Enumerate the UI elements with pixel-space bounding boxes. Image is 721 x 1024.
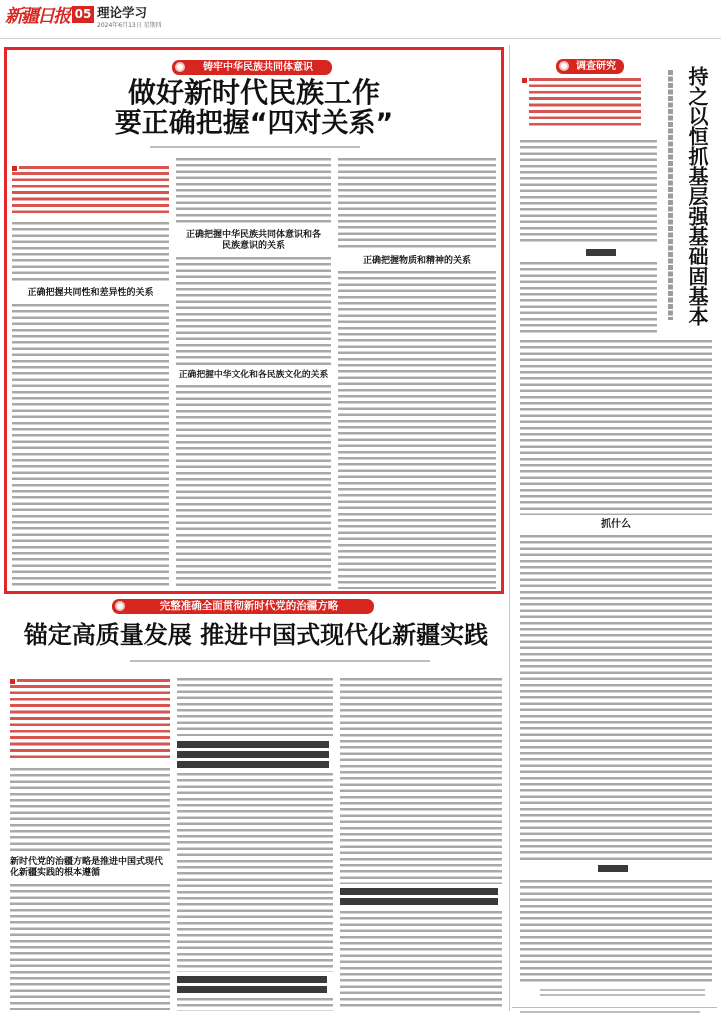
author-note [540, 989, 705, 998]
body-text [10, 768, 170, 853]
article-intro-text [17, 679, 170, 685]
subheading [177, 741, 329, 768]
subheading: 新时代党的治疆方略是推进中国式现代化新疆实践的根本遵循 [10, 857, 164, 878]
body-text [10, 884, 170, 1010]
bottom-topic-banner [112, 599, 374, 614]
subheading: 正确把握物质和精神的关系 [362, 256, 471, 266]
sidebar-intro-text [529, 78, 641, 126]
footer-rule [512, 1007, 717, 1008]
intro-marker-icon [12, 166, 17, 171]
article-byline [150, 146, 360, 150]
body-text [340, 911, 502, 1010]
body-text [520, 262, 657, 334]
masthead-logo: 新疆日报 [5, 6, 69, 27]
banner-emblem-icon [175, 62, 185, 72]
article-byline [130, 660, 430, 664]
body-text [176, 257, 331, 366]
article-intro-text [10, 685, 170, 760]
banner-emblem-icon [115, 601, 125, 611]
banner-emblem-icon [559, 61, 569, 71]
body-text [520, 535, 712, 860]
sidebar-byline [668, 70, 673, 320]
subheading: 正确把握共同性和差异性的关系 [27, 288, 154, 298]
column-divider [509, 45, 510, 1011]
sidebar-topic-banner [556, 59, 624, 74]
body-text [12, 304, 169, 589]
subheading [598, 865, 628, 872]
section-title: 理论学习 [97, 5, 148, 20]
body-text [338, 158, 496, 251]
bottom-article-headline: 锚定高质量发展 推进中国式现代化新疆实践 [23, 621, 489, 649]
sidebar-topic-banner-label: 调查研究 [576, 61, 616, 72]
article-intro-text [12, 172, 169, 215]
body-text [176, 158, 331, 226]
subheading [586, 249, 616, 256]
subheading [340, 888, 498, 905]
body-text [177, 678, 333, 736]
intro-marker-icon [10, 679, 15, 684]
article-intro-text [19, 166, 169, 172]
body-text [520, 340, 712, 515]
bottom-topic-banner-label: 完整准确全面贯彻新时代党的治疆方略 [159, 600, 339, 612]
sidebar-headline: 持之以恒抓基层强基础固基本 [685, 66, 709, 326]
body-text [12, 222, 169, 284]
subheading [177, 976, 327, 993]
body-text [340, 678, 502, 884]
body-text [520, 140, 657, 244]
body-text [176, 385, 331, 589]
body-text [177, 998, 333, 1011]
topic-banner-label: 铸牢中华民族共同体意识 [203, 62, 313, 73]
intro-marker-icon [522, 78, 527, 83]
subheading: 抓什么 [601, 519, 631, 530]
body-text [177, 773, 333, 972]
article-headline-line1: 做好新时代民族工作 [127, 76, 380, 109]
body-text [520, 880, 712, 985]
subheading: 正确把握中华民族共同体意识和各民族意识的关系 [185, 230, 321, 251]
page-number-badge: 05 [72, 6, 94, 23]
body-text [338, 271, 496, 589]
header-rule [0, 38, 721, 39]
editor-credits [520, 1011, 700, 1015]
article-headline-line2: 要正确把握“四对关系” [114, 108, 394, 139]
subheading: 正确把握中华文化和各民族文化的关系 [178, 370, 329, 380]
topic-banner [172, 60, 332, 75]
issue-date: 2024年6月13日 星期四 [97, 22, 162, 29]
